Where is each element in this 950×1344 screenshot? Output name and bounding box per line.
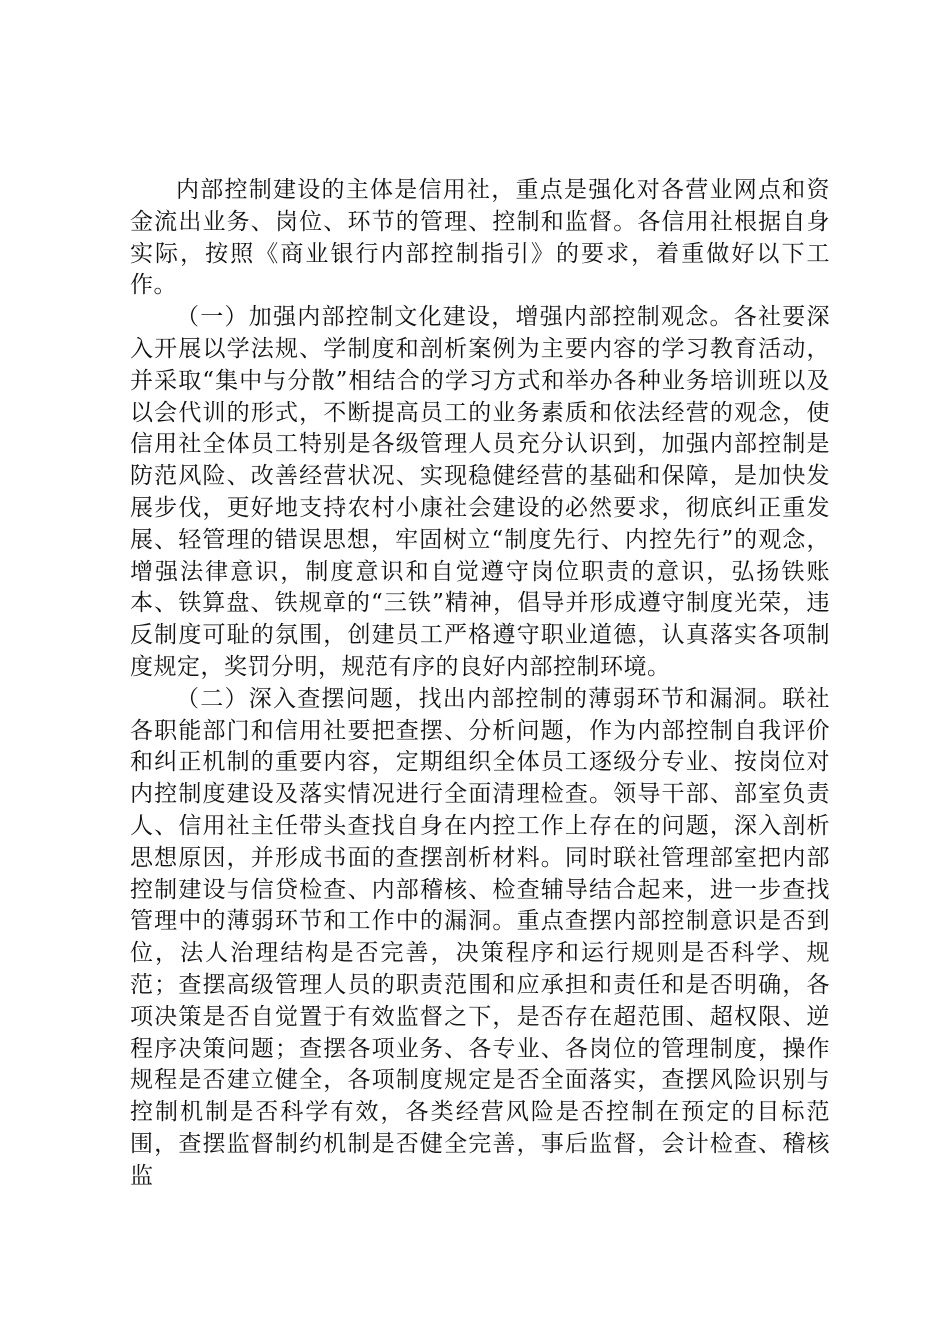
document-body (130, 175, 830, 1193)
paragraph-section-1: （一）加强内部控制文化建设，增强内部控制观念。各社要深入开展以学法规、学制度和剖析案例为主要内容的学习教育活动，并采取“集中与分散”相结合的学习方式和举办各种业务培训班以及以会代训的形式，不断提高员工的业务素质和依法经营的观念，使信用社全体员工特别是各级管理人员充分认识到，加强内部控制是防范风险、改善经营状况、实现稳健经营的基础和保障，是加快发展步伐，更好地支持农村小康社会建设的必然要求，彻底纠正重发展、轻管理的错误思想，牢固树立“制度先行、内控先行”的观念，增强法律意识，制度意识和自觉遵守岗位职责的意识，弘扬铁账本、铁算盘、铁规章的“三铁”精神，倡导并形成遵守制度光荣，违反制度可耻的氛围，创建员工严格遵守职业道德，认真落实各项制度规定，奖罚分明，规范有序的良好内部控制环境。 (130, 304, 830, 680)
paragraph-intro: 内部控制建设的主体是信用社，重点是强化对各营业网点和资金流出业务、岗位、环节的管理、控制和监督。各信用社根据自身实际，按照《商业银行内部控制指引》的要求，着重做好以下工作。 (130, 177, 830, 299)
paragraph-section-2: （二）深入查摆问题，找出内部控制的薄弱环节和漏洞。联社各职能部门和信用社要把查摆、分析问题，作为内部控制自我评价和纠正机制的重要内容，定期组织全体员工逐级分专业、按岗位对内控制度建设及落实情况进行全面清理检查。领导干部、部室负责人、信用社主任带头查找自身在内控工作上存在的问题，深入剖析思想原因，并形成书面的查摆剖析材料。同时联社管理部室把内部控制建设与信贷检查、内部稽核、检查辅导结合起来，进一步查找管理中的薄弱环节和工作中的漏洞。重点查摆内部控制意识是否到位，法人治理结构是否完善，决策程序和运行规则是否科学、规范；查摆高级管理人员的职责范围和应承担和责任和是否明确，各项决策是否自觉置于有效监督之下，是否存在超范围、超权限、逆程序决策问题；查摆各项业务、各专业、各岗位的管理制度，操作规程是否建立健全，各项制度规定是否全面落实，查摆风险识别与控制机制是否科学有效，各类经营风险是否控制在预定的目标范围，查摆监督制约机制是否健全完善，事后监督，会计检查、稽核监 (130, 685, 830, 1189)
